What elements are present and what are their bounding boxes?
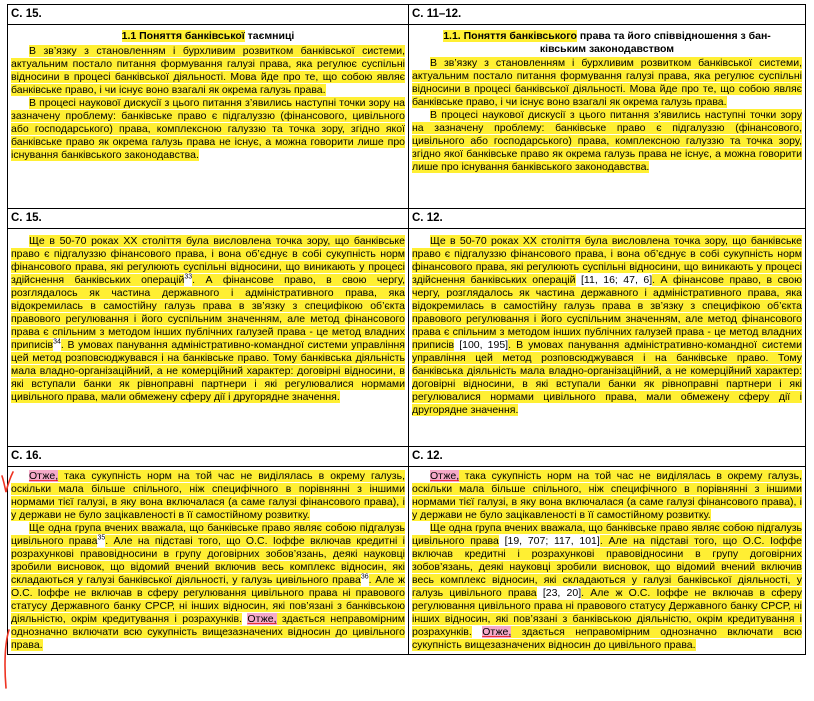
right-page-ref: С. 12. <box>409 209 806 229</box>
footnote-ref: 33 <box>184 273 193 281</box>
left-text-cell: Ще в 50-70 роках ХХ століття була висловлена точка зору, що банківське право є підгалуззю фінансового права, і вона об’єднує в собі сукупність норм фінансового права, які регулюють суспільні відносини, що виникають у процесі здійснення банківських операцій$^{33}$. А фінансове право, в свою чергу, розглядалось як частина державного і адміністративного права, яка відокремилась в самостійну галузь права в зв’язку з специфікою об’єкта правового регулювання і його суспільним значенням, але метод фінансового права є спільним з методом інших публічних галузей права - це метод владних приписів$^{34}$. В умовах панування адміністративно-командної системи управління цей метод розповсюджувався і на банківське право. Тому банківська діяльність мала владно-організаційний, а не комерційний характер: договірні відносини, в які вступали банки як рівноправні партнери і які регулювалися нормами цивільного права, мали обмежену сферу дії і другорядне значення. <box>8 229 409 447</box>
right-page-ref: С. 12. <box>409 447 806 467</box>
highlighted-word: Отже, <box>430 470 460 482</box>
left-section-title: 1.1 Поняття банківської таємниці <box>121 30 295 42</box>
highlighted-word: Отже, <box>247 613 277 625</box>
left-text-cell <box>8 25 409 209</box>
checkmark-icon <box>0 470 14 494</box>
paragraph: В зв’язку з становленням і бурхливим розвитком банківської системи, актуальним постало питання формування галузі права, яка регулює суспільні відносини в процесі банківської діяльності. Мова йде про те, що собою являє банківське право, і чи існує воно взагалі як окрема галузь права. <box>11 44 405 96</box>
left-page-ref: С. 16. <box>8 447 409 467</box>
citation: [23, 20] <box>536 587 582 599</box>
paragraph: В процесі наукової дискусії з цього питання з’явились наступні точки зору на зазначену проблему: банківське право є підгалуззю (фінансового, цивільного або господарського) права, комплексною галуззю та точка зору, згідно якої банківське право як окрема галузь права не існує, а можна говорити лише про існування банківського законодавства. <box>11 96 405 161</box>
highlighted-word: Отже, <box>482 626 512 638</box>
right-text-cell <box>409 25 806 209</box>
right-text-cell: Отже, така сукупність норм на той час не виділялась в окрему галузь, оскільки мала більше спільного, ніж специфічного в порівнянні з іншими нормами тієї галузі, в яку вона включалася (а саме галузі фінансового права), і у держави не було зацікавленості в її самостійному розвитку. Ще одна група вчених вважала, що банківське право являє собою підгалузь цивільного права [19, 707; 117, 101]. Але на підставі того, що О.С. Іоффе включав кредитні і розрахункові правовідносини в групу договірних зобов’язань, деякі науковці зробили висновок, що відомий вчений включив весь комплекс відносин, які складаються у галузі банківської діяльності, у галузь цивільного права [23, 20]. Але ж О.С. Іоффе не включав в сферу регулювання цивільного права ні правового статусу Державного банку СРСР, ні інших відносин, які пов’язані з банківською діяльністю, окрім кредитування і розрахунків. Отже, здається неправомірним однозначно включати всю сукупність вищезазначених відносин до цивільного права. <box>409 467 806 655</box>
paragraph: В процесі наукової дискусії з цього питання з’явились наступні точки зору на зазначену проблему: банківське право є підгалуззю (фінансового, цивільного або господарського) права, комплексною галуззю та точка зору, згідно якої банківське право як окрема галузь права не існує, а можна говорити лише про існування банківського законодавства. <box>412 109 802 173</box>
comparison-table <box>7 4 806 655</box>
left-page-ref: С. 15. <box>8 209 409 229</box>
footnote-ref: 36 <box>360 573 369 581</box>
footnote-ref: 34 <box>53 338 61 346</box>
citation: [100, 195] <box>454 339 509 351</box>
table-row <box>8 467 806 655</box>
table-row <box>8 447 806 467</box>
paragraph: В зв’язку з становленням і бурхливим розвитком банківської системи, актуальним постало питання формування галузі права, яка регулює суспільні відносини в процесі банківської діяльності. Мова йде про те, що собою являє банківське право, і чи існує воно взагалі як окрема галузь права. <box>412 57 802 108</box>
left-page-ref: С. 15. <box>8 5 409 25</box>
table-row <box>8 5 806 25</box>
right-page-ref: С. 11–12. <box>409 5 806 25</box>
right-section-title: 1.1. Поняття банківського права та його співвідношення з бан- ківським законодавством <box>443 30 771 55</box>
table-row <box>8 209 806 229</box>
citation: [11, 16; 47, 6] <box>575 274 653 286</box>
table-row <box>8 25 806 209</box>
margin-bracket-icon <box>0 628 12 690</box>
table-row <box>8 229 806 447</box>
left-text-cell: Отже, така сукупність норм на той час не виділялась в окрему галузь, оскільки мала більше спільного, ніж специфічного в порівнянні з іншими нормами тієї галузі, в яку вона включалася (а саме галузі фінансового права), і у держави не було зацікавленості в її самостійному розвитку. Ще одна група вчених вважала, що банківське право являє собою підгалузь цивільного права$^{35}$. Але на підставі того, що О.С. Іоффе включав кредитні і розрахункові правовідносини в групу договірних зобов’язань, деякі науковці зробили висновок, що відомий вчений включив весь комплекс відносин, які складаються у галузі банківської діяльності, у галузь цивільного права$^{36}$. Але ж О.С. Іоффе не включав в сферу регулювання цивільного права ні правового статусу Державного банку СРСР, ні інших відносин, які пов’язані з банківською діяльністю, окрім кредитування і розрахунків. Отже, здається неправомірним однозначно включати всю сукупність вищезазначених відносин до цивільного права. <box>8 467 409 655</box>
citation: [19, 707; 117, 101] <box>498 535 600 547</box>
right-text-cell: Ще в 50-70 роках ХХ століття була висловлена точка зору, що банківське право є підгалуззю фінансового права, і вона об’єднує в собі сукупність норм фінансового права, які регулюють суспільні відносини, що виникають у процесі здійснення банківських операцій [11, 16; 47, 6]. А фінансове право, в свою чергу, розглядалось як частина державного і адміністративного права, яка відокремилась в самостійну галузь права в зв’язку з специфікою об’єкта правового регулювання і його суспільним значенням, але метод фінансового права є спільним з методом інших публічних галузей права - це метод владних приписів [100, 195]. В умовах панування адміністративно-командної системи управління цей метод розповсюджувався і на банківське право. Тому банківська діяльність мала владно-організаційний, а не комерційний характер: договірні відносини, в які вступали банки як рівноправні партнери і які регулювалися нормами цивільного права, мали обмежену сферу дії і другорядне значення. <box>409 229 806 447</box>
highlighted-word: Отже, <box>29 470 59 482</box>
footnote-ref: 35 <box>97 534 106 542</box>
